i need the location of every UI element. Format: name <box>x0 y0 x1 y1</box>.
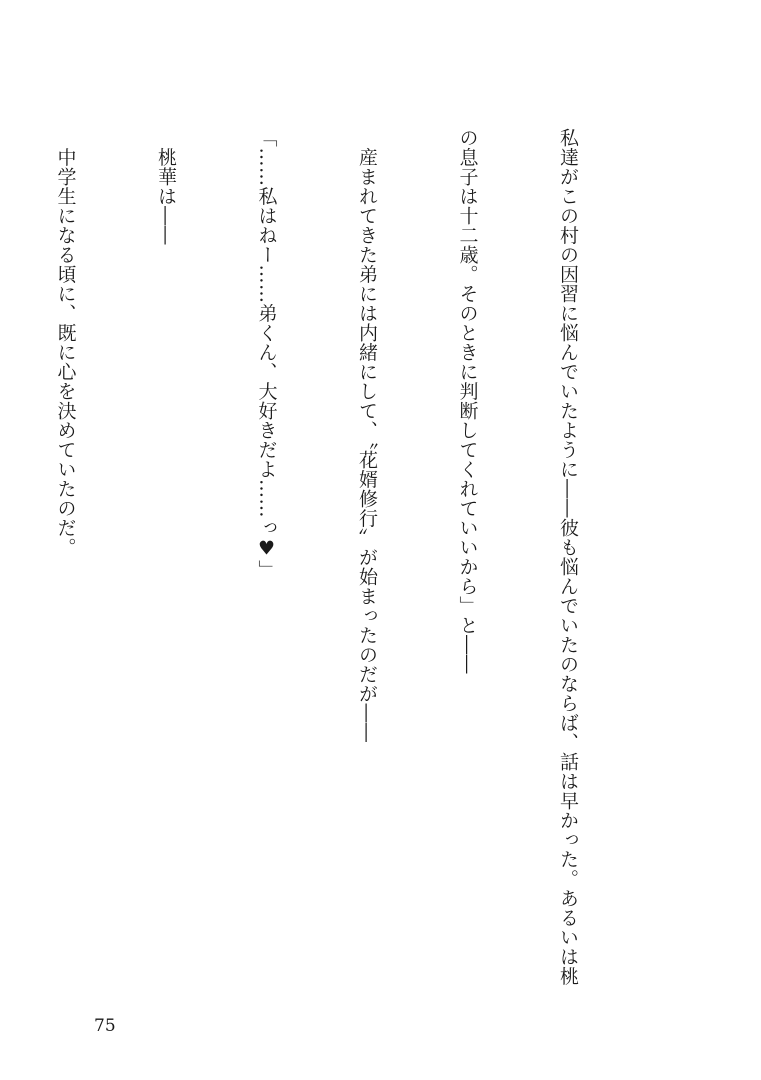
text-line-5: 桃華は―― <box>155 128 177 245</box>
text-line-3: 産まれてきた弟には内緒にして、〝花婿修行〟が始まったのだが―― <box>356 128 378 743</box>
text-line-1: 私達がこの村の因習に悩んでいたように――彼も悩んでいたのならば、話は早かった。あるいは桃 <box>557 128 579 986</box>
text-line-2: の息子は十二歳。そのときに判断してくれていいから」と―― <box>456 128 479 674</box>
text-line-4: 「……私はねー……弟くん、大好きだよ……っ♥」 <box>255 128 278 580</box>
text-line-6: 中学生になる頃に、既に心を決めていたのだ。 <box>54 128 77 557</box>
page-number: 75 <box>94 1016 116 1036</box>
vertical-text-body <box>0 128 651 986</box>
